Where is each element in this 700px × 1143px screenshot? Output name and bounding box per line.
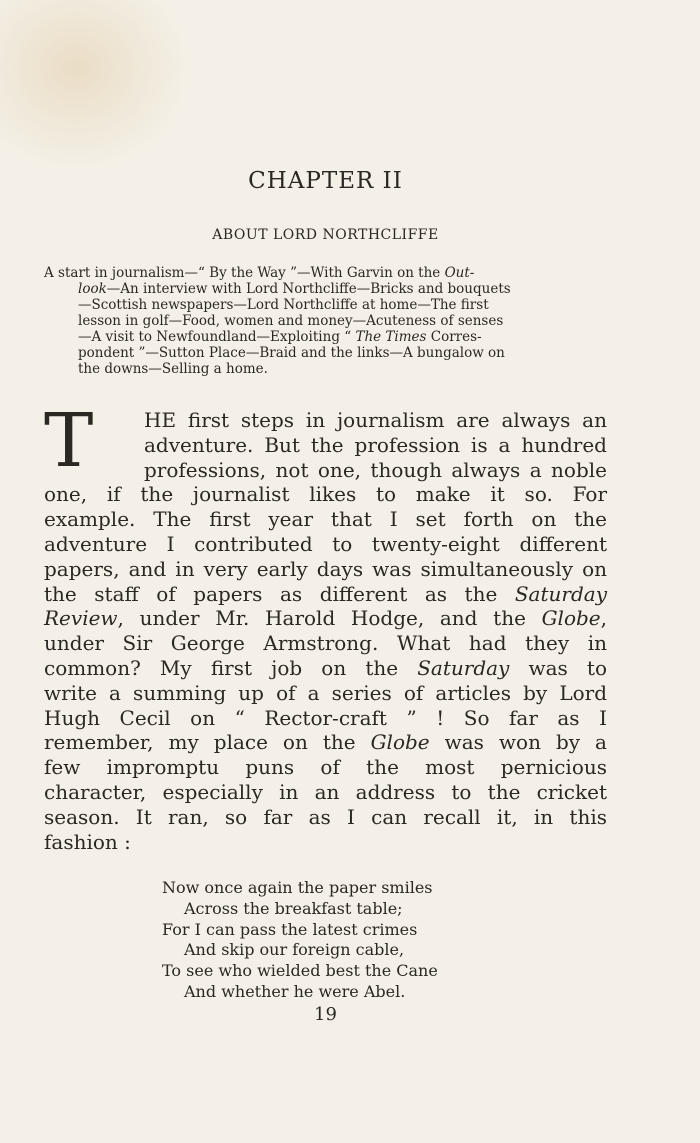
body-line: fashion : xyxy=(44,829,131,854)
synopsis-line: —Scottish newspapers—Lord Northcliffe at home—The first xyxy=(78,297,489,313)
synopsis-line: —A visit to Newfoundland—Exploiting “ The Times Corres- xyxy=(78,329,482,345)
body-line: the staff of papers as different as the Saturday xyxy=(44,581,607,606)
synopsis-line: the downs—Selling a home. xyxy=(78,361,268,377)
body-text xyxy=(44,398,607,854)
verse-line: Now once again the paper smiles xyxy=(162,878,433,897)
body-line: Hugh Cecil on “ Rector-craft ” ! So far as I xyxy=(44,705,607,730)
body-line: adventure I contributed to twenty-eight different xyxy=(44,531,607,556)
body-line: Review, under Mr. Harold Hodge, and the Globe, xyxy=(44,606,607,631)
chapter-synopsis xyxy=(44,265,607,377)
verse-line: To see who wielded best the Cane xyxy=(162,961,438,981)
synopsis-line: lesson in golf—Food, women and money—Acuteness of senses xyxy=(78,313,504,329)
chapter-heading: CHAPTER II xyxy=(248,168,403,194)
body-line: few impromptu puns of the most pernicious xyxy=(44,755,607,780)
drop-cap: T xyxy=(44,398,94,484)
paper-stain xyxy=(0,0,190,170)
verse-line: And skip our foreign cable, xyxy=(184,940,405,960)
verse-block xyxy=(162,878,542,1003)
body-line: adventure. But the profession is a hundred xyxy=(144,432,607,457)
body-line: common? My first job on the Saturday was to xyxy=(44,655,607,680)
body-line: example. The first year that I set forth on the xyxy=(44,507,607,532)
body-line: season. It ran, so far as I can recall it, in this xyxy=(44,804,607,829)
page-number: 19 xyxy=(314,1004,337,1025)
body-line: remember, my place on the Globe was won by a xyxy=(44,730,607,755)
verse-line: Across the breakfast table; xyxy=(184,898,403,918)
body-line: papers, and in very early days was simultaneously on xyxy=(44,556,607,581)
chapter-title: ABOUT LORD NORTHCLIFFE xyxy=(212,227,439,243)
body-line: character, especially in an address to the cricket xyxy=(44,779,607,804)
synopsis-line: look—An interview with Lord Northcliffe—Bricks and bouquets xyxy=(78,281,511,297)
body-line: under Sir George Armstrong. What had they in xyxy=(44,631,607,656)
body-line: one, if the journalist likes to make it so. For xyxy=(44,482,607,507)
verse-line: And whether he were Abel. xyxy=(184,981,406,1001)
verse-line: For I can pass the latest crimes xyxy=(162,919,418,939)
body-line: HE first steps in journalism are always an xyxy=(144,408,607,432)
synopsis-line: A start in journalism—“ By the Way ”—With Garvin on the Out- xyxy=(44,265,475,281)
body-line: write a summing up of a series of articles by Lord xyxy=(44,680,607,705)
body-line: professions, not one, though always a noble xyxy=(144,457,607,482)
synopsis-line: pondent ”—Sutton Place—Braid and the links—A bungalow on xyxy=(78,345,505,361)
